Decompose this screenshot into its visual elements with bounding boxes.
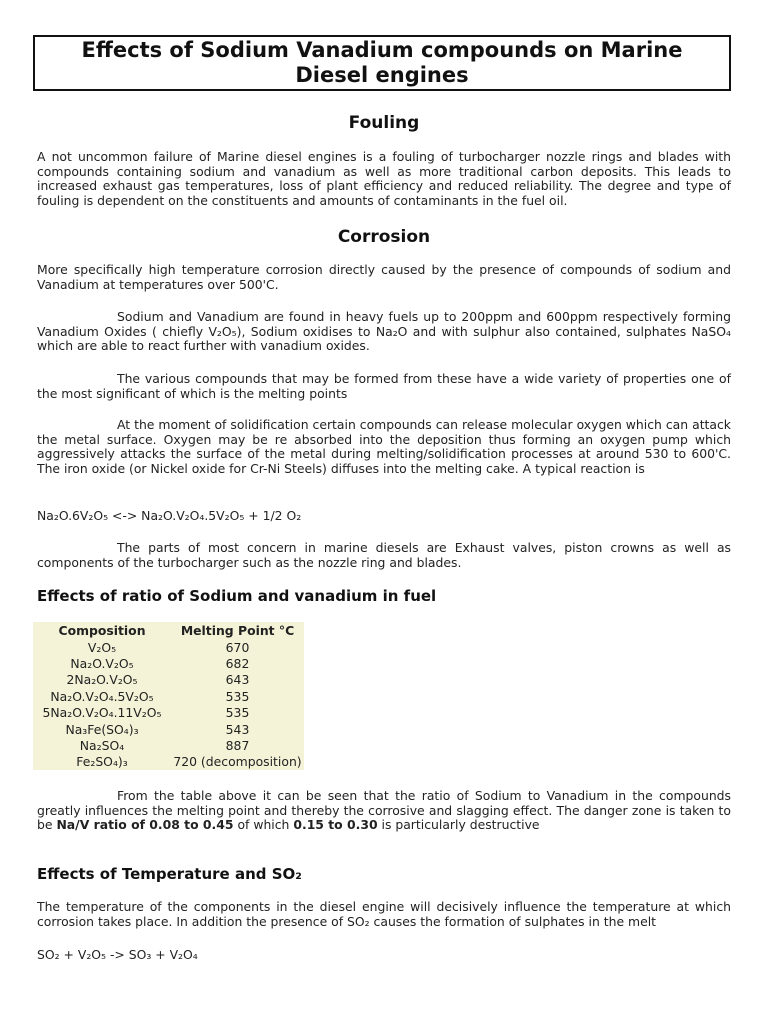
temperature-paragraph: The temperature of the components in the diesel engine will decisively influence the temperature at which corrosion takes place. In addition the presence of SO₂ causes the formation of sulphates in the melt	[37, 899, 731, 929]
cell-composition: 5Na₂O.V₂O₄.11V₂O₅	[42, 705, 162, 721]
cell-melting-point: 543	[225, 721, 250, 737]
column-header-composition: Composition	[58, 623, 146, 638]
cell-melting-point: 887	[225, 738, 250, 754]
ratio-text-end: is particularly destructive	[377, 817, 540, 833]
cell-melting-point: 682	[225, 656, 250, 672]
column-header-melting-point: Melting Point °C	[180, 623, 295, 638]
fouling-paragraph: A not uncommon failure of Marine diesel engines is a fouling of turbocharger nozzle rings and blades with compounds containing sodium and vanadium as well as more traditional carbon deposits. This leads to increased exhaust gas temperatures, loss of plant efficiency and reduced reliability. The degree and type of fouling is dependent on the constituents and amounts of contaminants in the fuel oil.	[37, 149, 731, 208]
corrosion-paragraph-2: Sodium and Vanadium are found in heavy fuels up to 200ppm and 600ppm respectively forming Vanadium Oxides ( chiefly V₂O₅), Sodium oxidises to Na₂O and with sulphur also contained, sulphates NaSO₄ which are able to react further with vanadium oxides.	[37, 309, 731, 354]
table-row	[33, 754, 304, 770]
ratio-danger-zone: Na/V ratio of 0.08 to 0.45	[56, 817, 234, 833]
cell-melting-point: 535	[225, 688, 250, 704]
corrosion-paragraph-4: At the moment of solidification certain compounds can release molecular oxygen which can attack the metal surface. Oxygen may be re absorbed into the deposition thus forming an oxygen pump which aggressively attacks the surface of the metal during melting/solidification processes at around 530 to 600'C. The iron oxide (or Nickel oxide for Cr-Ni Steels) diffuses into the melting cake. A typical reaction is	[37, 417, 731, 476]
so2-equation: SO₂ + V₂O₅ -> SO₃ + V₂O₄	[37, 947, 198, 962]
cell-composition: Na₃Fe(SO₄)₃	[65, 721, 139, 737]
ratio-text-mid: of which	[233, 817, 294, 833]
heading-ratio: Effects of ratio of Sodium and vanadium in fuel	[37, 587, 437, 605]
cell-composition: 2Na₂O.V₂O₅	[66, 672, 138, 688]
title-box	[33, 35, 731, 91]
table-row	[33, 737, 304, 753]
cell-composition: Na₂O.V₂O₅	[70, 656, 134, 672]
cell-composition: Na₂O.V₂O₄.5V₂O₅	[50, 688, 154, 704]
ratio-destructive-range: 0.15 to 0.30	[293, 817, 378, 833]
ratio-text-start: From the table above it can be seen that the ratio of Sodium to Vanadium in the compounds greatly influences the melting point and thereby the corrosive and slagging effect. The danger zone is taken to be	[37, 788, 731, 833]
cell-melting-point: 720 (decomposition)	[173, 754, 302, 770]
melting-point-table	[33, 622, 304, 770]
heading-temperature: Effects of Temperature and SO₂	[37, 865, 302, 883]
ratio-paragraph	[37, 789, 731, 833]
table-row	[33, 721, 304, 737]
table-row	[33, 639, 304, 655]
cell-composition: Na₂SO₄	[79, 738, 125, 754]
heading-corrosion: Corrosion	[337, 227, 431, 247]
corrosion-paragraph-5: The parts of most concern in marine diesels are Exhaust valves, piston crowns as well as components of the turbocharger such as the nozzle ring and blades.	[37, 540, 731, 570]
cell-composition: V₂O₅	[87, 639, 117, 655]
cell-composition: Fe₂SO₄)₃	[76, 754, 128, 770]
table-row	[33, 655, 304, 671]
table-row	[33, 688, 304, 704]
corrosion-paragraph-3: The various compounds that may be formed from these have a wide variety of properties one of the most significant of which is the melting points	[37, 371, 731, 401]
cell-melting-point: 535	[225, 705, 250, 721]
table-row	[33, 705, 304, 721]
corrosion-paragraph-1: More specifically high temperature corrosion directly caused by the presence of compounds of sodium and Vanadium at temperatures over 500'C.	[37, 262, 731, 292]
table-row	[33, 672, 304, 688]
reaction-equation: Na₂O.6V₂O₅ <-> Na₂O.V₂O₄.5V₂O₅ + 1/2 O₂	[37, 508, 302, 523]
cell-melting-point: 670	[225, 639, 250, 655]
document-title: Effects of Sodium Vanadium compounds on Marine Diesel engines	[81, 38, 683, 87]
table-header-row	[33, 622, 304, 639]
cell-melting-point: 643	[225, 672, 250, 688]
heading-fouling: Fouling	[348, 113, 420, 133]
